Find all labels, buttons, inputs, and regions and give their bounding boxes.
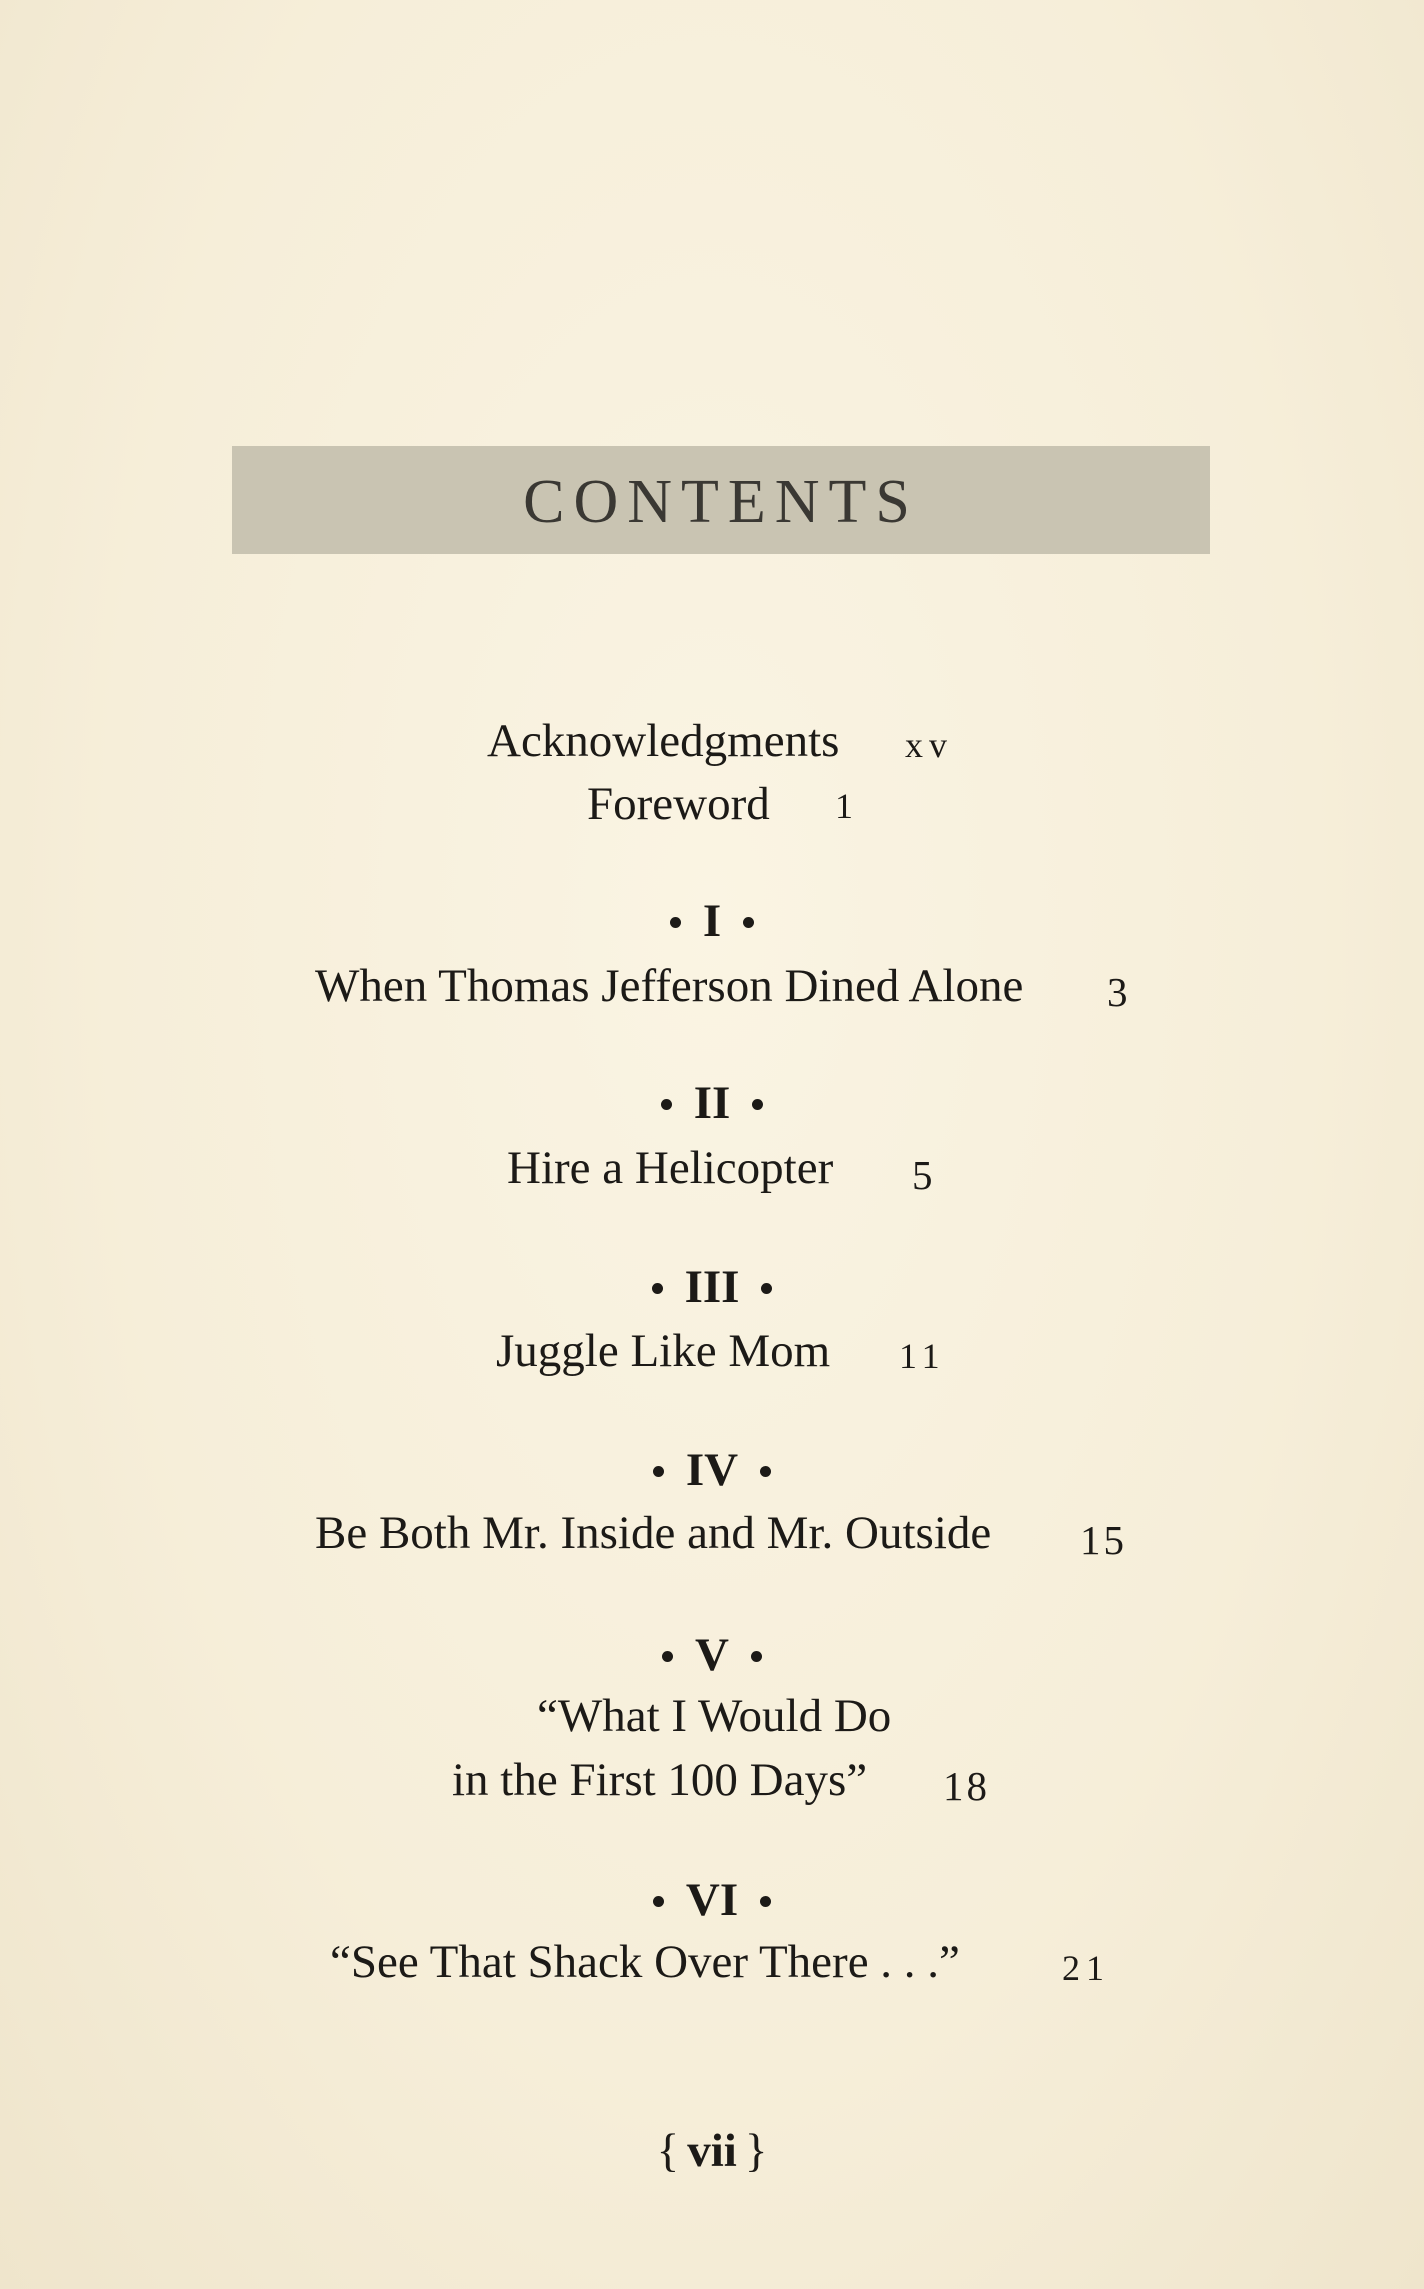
chapter-numeral: I (0, 898, 1424, 945)
folio-close-brace: } (744, 2125, 768, 2177)
chapter-numeral: III (0, 1264, 1424, 1311)
contents-heading-bar (232, 446, 1210, 554)
folio-open-brace: { (656, 2125, 680, 2177)
page-folio (0, 2125, 1424, 2177)
toc-entry-title: Foreword (587, 778, 770, 830)
toc-entry-title: Be Both Mr. Inside and Mr. Outside (315, 1507, 992, 1559)
toc-entry-title: Hire a Helicopter (507, 1142, 834, 1194)
bullet-dot (653, 1896, 664, 1907)
bullet-dot (653, 1466, 664, 1477)
chapter-numeral: II (0, 1080, 1424, 1127)
toc-entry-page: 11 (899, 1336, 946, 1376)
toc-entry-title: When Thomas Jefferson Dined Alone (315, 960, 1024, 1012)
bullet-dot (661, 1099, 672, 1110)
bullet-dot (760, 1466, 771, 1477)
toc-entry-page: 15 (1080, 1517, 1127, 1563)
toc-entry-title: Juggle Like Mom (496, 1325, 831, 1377)
toc-entry-page: 1 (835, 786, 859, 826)
bullet-dot (652, 1283, 663, 1294)
bullet-dot (752, 1099, 763, 1110)
toc-entry-title: Acknowledgments (487, 715, 840, 767)
chapter-numeral: IV (0, 1447, 1424, 1494)
toc-entry-page: 3 (1107, 969, 1131, 1015)
toc-entry-page: 5 (912, 1152, 936, 1198)
bullet-dot (743, 917, 754, 928)
contents-heading: CONTENTS (523, 467, 919, 536)
toc-entry-page: xv (905, 725, 953, 765)
bullet-dot (670, 917, 681, 928)
chapter-numeral: V (0, 1632, 1424, 1679)
toc-entry-title: “What I Would Do (537, 1690, 892, 1742)
toc-entry-page: 18 (943, 1763, 990, 1809)
folio-number: vii (687, 2125, 737, 2177)
bullet-dot (760, 1896, 771, 1907)
chapter-numeral: VI (0, 1877, 1424, 1924)
toc-entry-title: “See That Shack Over There . . .” (330, 1936, 960, 1988)
toc-entry-page: 21 (1062, 1948, 1110, 1988)
bullet-dot (662, 1651, 673, 1662)
toc-entry-title: in the First 100 Days” (452, 1754, 868, 1806)
bullet-dot (761, 1283, 772, 1294)
bullet-dot (751, 1651, 762, 1662)
